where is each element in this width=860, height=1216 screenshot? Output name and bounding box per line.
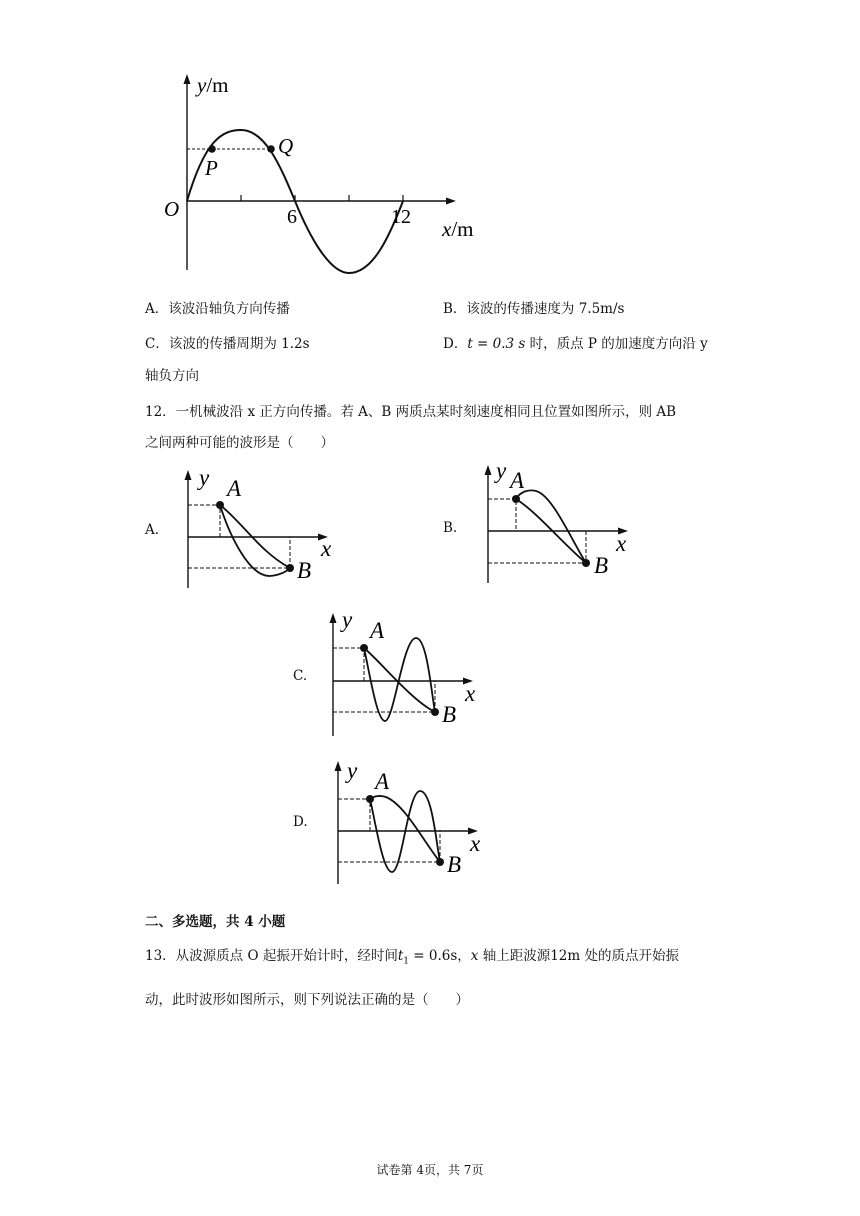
- point-a-dot: [512, 495, 520, 503]
- q12-option-d-label[interactable]: D.: [293, 814, 308, 830]
- point-a-label: A: [510, 468, 525, 493]
- y-axis-arrow: [335, 761, 342, 771]
- a-dashed-guide: [188, 505, 220, 537]
- q11-option-c[interactable]: C．该波的传播周期为 1.2s: [145, 336, 310, 352]
- b-dashed-guide: [333, 681, 435, 712]
- q12-option-a-label[interactable]: A.: [145, 522, 160, 538]
- y-label: y: [342, 607, 353, 632]
- q12-option-b-label[interactable]: B.: [443, 520, 458, 536]
- q11-option-d-prefix: D．: [443, 336, 468, 352]
- point-b-label: B: [594, 553, 609, 578]
- point-b-dot: [431, 708, 439, 716]
- x-axis-arrow: [446, 198, 456, 205]
- q11-option-d[interactable]: [443, 334, 708, 354]
- y-axis-arrow: [185, 470, 192, 480]
- point-q-label: Q: [278, 134, 294, 158]
- q11-option-a[interactable]: A．该波沿轴负方向传播: [145, 301, 290, 317]
- y-label: y: [199, 465, 210, 490]
- q13-part1: 13．从波源质点 O 起振开始计时，经时间: [145, 948, 398, 964]
- tick-label-6: 6: [287, 206, 297, 228]
- y-axis-arrow: [485, 465, 492, 475]
- y-axis-arrow: [184, 74, 191, 84]
- page-footer: 试卷第 4页，共 7页: [376, 1163, 484, 1177]
- point-a-label: A: [375, 769, 390, 794]
- section-heading: 二、多选题，共 4 小题: [145, 914, 286, 930]
- q12-option-a-figure[interactable]: [170, 462, 350, 592]
- q13-question-line1: [145, 946, 679, 972]
- wave-curve-2: [364, 638, 435, 721]
- y-axis-arrow: [330, 613, 337, 623]
- q13-t-var: t: [397, 948, 404, 964]
- b-dashed-guide: [338, 831, 440, 862]
- q13-x-var: x: [470, 948, 479, 964]
- point-a-label: A: [370, 618, 385, 643]
- q12-option-c-figure[interactable]: [315, 605, 495, 740]
- x-label: x: [470, 831, 481, 856]
- q12-option-b-figure[interactable]: [470, 457, 650, 587]
- x-label: x: [465, 681, 476, 706]
- q12-question-line2: 之间两种可能的波形是（ ）: [145, 435, 334, 451]
- tick-label-12: 12: [391, 206, 411, 228]
- q11-option-d-continued: 轴负方向: [145, 368, 199, 384]
- x-axis-label: x/m: [442, 217, 474, 241]
- a-dashed-guide: [333, 648, 364, 681]
- y-label: y: [496, 458, 507, 483]
- point-p-dot: [208, 145, 216, 153]
- point-b-label: B: [447, 852, 462, 877]
- q11-option-b[interactable]: B．该波的传播速度为 7.5m/s: [443, 301, 625, 317]
- point-b-dot: [582, 559, 590, 567]
- point-b-label: B: [297, 558, 312, 583]
- point-b-dot: [436, 858, 444, 866]
- b-dashed-guide: [188, 537, 290, 568]
- q13-t-value: = 0.6s: [409, 948, 458, 964]
- point-a-dot: [360, 644, 368, 652]
- point-b-label: B: [442, 702, 457, 727]
- point-p-label: P: [205, 156, 218, 180]
- x-label: x: [616, 531, 627, 556]
- q13-question-line2: 动，此时波形如图所示，则下列说法正确的是（ ）: [145, 992, 469, 1008]
- q13-part2: ，: [457, 948, 471, 964]
- q13-part3: 轴上距波源12m 处的质点开始振: [478, 948, 679, 964]
- a-dashed-guide: [338, 799, 370, 831]
- origin-label: O: [164, 197, 180, 221]
- point-a-dot: [366, 795, 374, 803]
- y-axis-label: y/m: [197, 73, 229, 97]
- y-label: y: [347, 758, 358, 783]
- q11-option-d-rest: 时，质点 P 的加速度方向沿 y: [525, 336, 708, 352]
- point-q-dot: [267, 145, 275, 153]
- point-b-dot: [286, 564, 294, 572]
- q13-t-subscript: 1: [403, 956, 409, 967]
- q12-option-d-figure[interactable]: [320, 753, 500, 888]
- q12-option-c-label[interactable]: C.: [293, 668, 308, 684]
- point-a-label: A: [227, 476, 242, 501]
- point-a-dot: [216, 501, 224, 509]
- q12-question-line1: 12．一机械波沿 x 正方向传播。若 A、B 两质点某时刻速度相同且位置如图所示，则 AB: [145, 404, 677, 420]
- a-dashed-guide: [488, 499, 516, 531]
- q11-option-d-equation: t = 0.3 s: [467, 336, 526, 352]
- wave-curve-2: [516, 490, 586, 563]
- x-label: x: [321, 536, 332, 561]
- wave-figure: [150, 70, 490, 280]
